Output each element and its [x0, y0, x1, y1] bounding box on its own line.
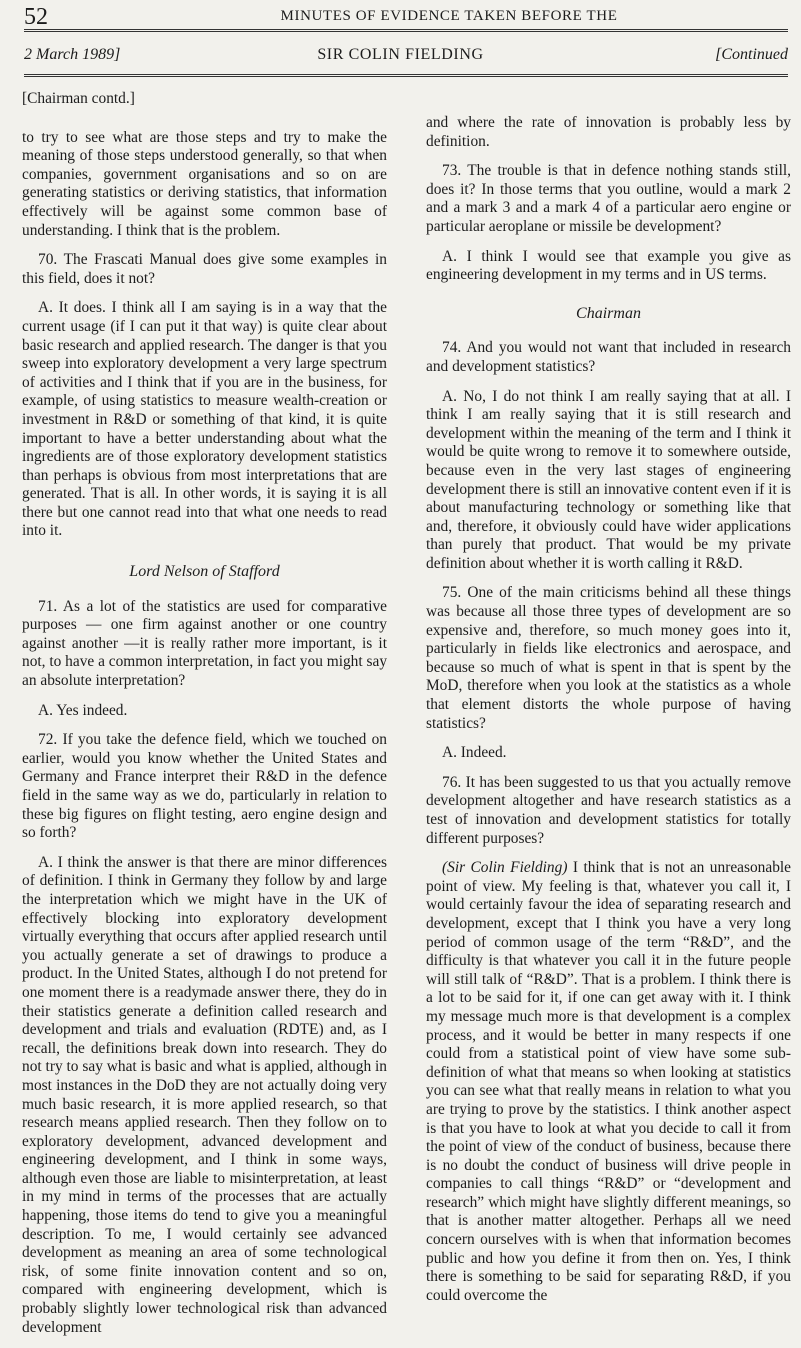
answer-72: A. I think the answer is that there are minor differences of definition. I think in Germany they follow by and large the interpretation which we might have in the UK of effectively blocking into exploratory development virtually everything that occurs after applied research until you actually generate a set of drawings to produce a product. In the United States, although I do not pretend for one moment there is a readymade answer there, they do in their statistics generate a definition called research and development and trials and evaluation (RDTE) and, as I recall, the definitions break down into research. They do not try to say what is basic and what is applied, although in most instances in the DoD they are not actually doing very much basic research, it is more applied research, so that research means applied research. Then they follow on to exploratory development, advanced development and engineering development, and I think in some ways, although even those are liable to misinterpretation, at least in my mind in terms of the processes that are actually happening, those items do tend to give you a meaningful description. To me, I would certainly see advanced development as meaning an area of some technological risk, of some finite innovation content and so on, compared with engineering development, which is probably slightly lower technological risk than advanced development: [22, 853, 387, 1336]
answer-71: A. Yes indeed.: [38, 701, 128, 719]
question-76: 76. It has been suggested to us that you actually remove development altogether and have research statistics as a test of innovation and development statistics for totally different purposes?: [426, 773, 791, 847]
speaker-heading: Chairman: [576, 304, 641, 322]
header-rule: [24, 76, 788, 77]
header-rule: [24, 31, 788, 32]
header-rule: [24, 29, 788, 30]
right-column: [426, 90, 791, 1316]
question-70: 70. The Frascati Manual does give some examples in this field, does it not?: [22, 251, 387, 287]
header-rule: [24, 74, 788, 75]
question-72: 72. If you take the defence field, which we touched on earlier, would you know whether the United States and Germany and France interpret their R&D in the defence field in the same way as we do, particularly in relation to these big figures on flight testing, aero engine design and so forth?: [22, 731, 387, 842]
question-73: 73. The trouble is that in defence nothing stands still, does it? In those terms that you outline, would a mark 2 and a mark 3 and a mark 4 of a particular aero engine or particular aeroplane or missile be development?: [426, 162, 791, 235]
answer-74: A. No, I do not think I am really saying that at all. I think I am really saying that it is still research and development within the meaning of the term and I think it would be quite wrong to remove it to somewhere outside, because even in the very last stages of engineering development there is still an innovative content even if it is about manufacturing technology or something like that and, therefore, it obviously could have wider applications than purely that product. That would be my private definition about whether it is worth calling it R&D.: [426, 387, 791, 572]
answer-75: A. Indeed.: [442, 744, 507, 762]
witness-name: SIR COLIN FIELDING: [317, 46, 484, 63]
question-75: 75. One of the main criticisms behind all these things was because all those three types of development are so expensive and, therefore, so much money goes into it, particularly in fields like electronics and aerospace, and because so much of what is spent in that is spent by the MoD, therefore when you look at the statistics as a whole that element distorts the whole purpose of having statistics?: [426, 584, 791, 732]
carry-label: [Chairman contd.]: [22, 90, 135, 107]
question-74: 74. And you would not want that included in research and development statistics?: [426, 339, 791, 375]
page-number: 52: [24, 4, 48, 30]
left-column: [22, 90, 387, 1348]
question-71: 71. As a lot of the statistics are used for comparative purposes — one firm against another or one country against another —it is really rather more important, is it not, to have a common interpretation, in fact you might say an absolute interpretation?: [22, 597, 388, 690]
speaker-heading: Lord Nelson of Stafford: [129, 563, 280, 581]
running-title: MINUTES OF EVIDENCE TAKEN BEFORE THE: [280, 8, 618, 24]
answer-73: A. I think I would see that example you give as engineering development in my terms and in US terms.: [426, 247, 791, 284]
continued-label: [Continued: [715, 46, 788, 63]
answer-76: [426, 859, 791, 1305]
answer-70: A. It does. I think all I am saying is in a way that the current usage (if I can put it that way) is quite clear about basic research and applied research. The danger is that you sweep into exploratory development a very large spectrum of activities and I think that if you are in the business, for example, of using statistics to measure wealth-creation or investment in R&D or something of that kind, it is quite important to have a better understanding about what the ingredients are of those exploratory development statistics than perhaps is obvious from most interpretations that are generated. That is all. In other words, it is saying it is all there but one cannot read into that what one needs to read into it.: [22, 299, 387, 540]
witness-marker: (Sir Colin Fielding): [442, 859, 568, 877]
paragraph: and where the rate of innovation is probably less by definition.: [426, 114, 791, 150]
sitting-date: 2 March 1989]: [24, 46, 121, 63]
paragraph: to try to see what are those steps and try to make the meaning of those steps understood generally, so that when companies, government organisations and so on are generating statistics or deriving statistics, that information effectively will be against some common base of understanding. I think that is the problem.: [22, 128, 387, 239]
answer-76-text: I think that is not an unreasonable point of view. My feeling is that, whatever you call it, I would certainly favour the idea of separating research and development, except that I think you have a very long period of common usage of the term “R&D”, and the difficulty is that whatever you call it in the future people will still talk of “R&D”. That is a problem. I think there is a lot to be said for it, if one can get away with it. I think my message much more is that development is a complex process, and it would be better in many respects if one could from a statistical point of view have some sub-definition of what that means so when looking at statistics you can see what that really means in relation to what you are trying to prove by the statistics. I think another aspect is that you have to look at what you decide to call it from the point of view of the conduct of business, because there is no doubt the conduct of business will drive people in companies to call things “R&D” or “development and research” which might have slightly different meanings, so that is another matter altogether. Perhaps all we need concern ourselves with is when that information becomes public and how you define it from then on. Yes, I think there is something to be said for separating R&D, if you could overcome the: [426, 859, 791, 1304]
